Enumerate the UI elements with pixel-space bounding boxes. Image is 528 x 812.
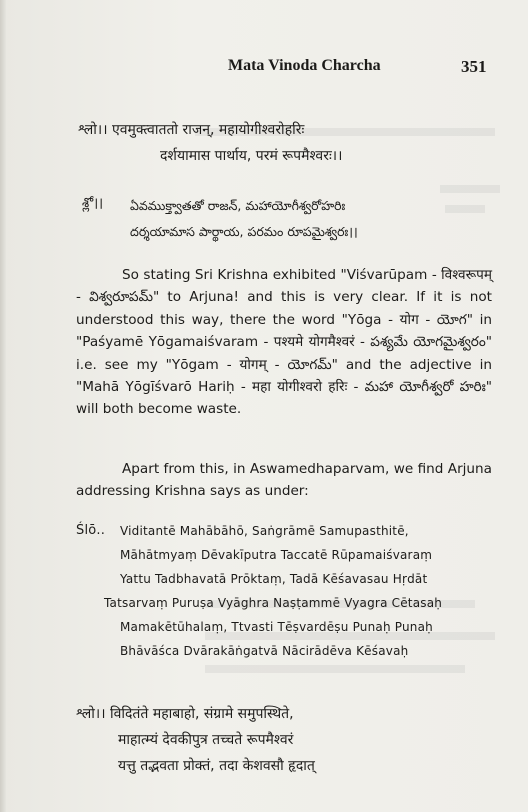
verse-line: ఏవముక్త్వాతతో రాజన్, మహాయోగీశ్వరోహరిః xyxy=(130,198,346,213)
translit-line: Viditantē Mahābāhō, Saṅgrāmē Samupasthitē, xyxy=(120,524,409,538)
translit-line: Bhāvāśca Dvārakāṅgatvā Nācirādēva Kēśavaḥ xyxy=(120,644,409,658)
verse-line: यत्तु तद्भवता प्रोक्तं, तदा केशवसौ हृदात् xyxy=(118,758,315,774)
translit-line: Mamakētūhalaṃ, Ttvasti Tēṣvardēṣu Punaḥ Punaḥ xyxy=(120,620,433,634)
bleed-through-mark xyxy=(445,205,485,213)
translit-line: Māhātmyaṃ Dēvakīputra Taccatē Rūpamaiśvaraṃ xyxy=(120,548,433,562)
paragraph xyxy=(76,264,492,421)
paragraph-text: Apart from this, in Aswamedhaparvam, we find Arjuna addressing Krishna says as under: xyxy=(76,461,492,500)
verse-marker: శ్లో।। xyxy=(82,196,104,211)
paragraph-text: So stating Sri Krishna exhibited "Viśvarūpam - विश्वरूपम् - విశ్వరూపమ్" to Arjuna! and this is very clear. If it is not understood this way, there the word "Yōga - योग - యోగ" in "Paśyamē Yōgamaiśvaram - पश्यमे योगमैश्वरं - పశ్యమే యోగమైశ్వరం" i.e. see my "Yōgam - योगम् - యోగమ్" and the adjective in "Mahā Yōgīśvarō Hariḥ - महा योगीश्वरो हरिः - మహా యోగీశ్వరో హరిః" will both become waste. xyxy=(76,267,492,418)
page-gutter-shadow xyxy=(0,0,6,812)
translit-line: Tatsarvaṃ Puruṣa Vyāghra Naṣṭammē Vyagra Cētasaḥ xyxy=(104,596,443,610)
running-header: Mata Vinoda Charcha xyxy=(228,57,381,74)
verse-marker: Ślō.. xyxy=(76,523,106,538)
paragraph xyxy=(76,458,492,503)
verse-line: श्लो।। एवमुक्त्वाततो राजन्, महायोगीश्वरोहरिः xyxy=(78,122,305,138)
verse-line: माहात्म्यं देवकीपुत्र तच्चते रूपमैश्वरं xyxy=(118,732,294,748)
bleed-through-mark xyxy=(205,665,465,673)
verse-line: श्लो।। विदितंते महाबाहो, संग्रामे समुपस्थिते, xyxy=(76,706,294,722)
translit-line: Yattu Tadbhavatā Prōktaṃ, Tadā Kēśavasau Hṛdāt xyxy=(120,572,428,586)
page-number: 351 xyxy=(461,57,487,76)
verse-line: दर्शयामास पार्थाय, परमं रूपमैश्वरः।। xyxy=(160,148,343,164)
verse-line: దర్శయామాస పార్థాయ, పరమం రూపమైశ్వరః।। xyxy=(130,224,358,239)
bleed-through-mark xyxy=(440,185,500,193)
